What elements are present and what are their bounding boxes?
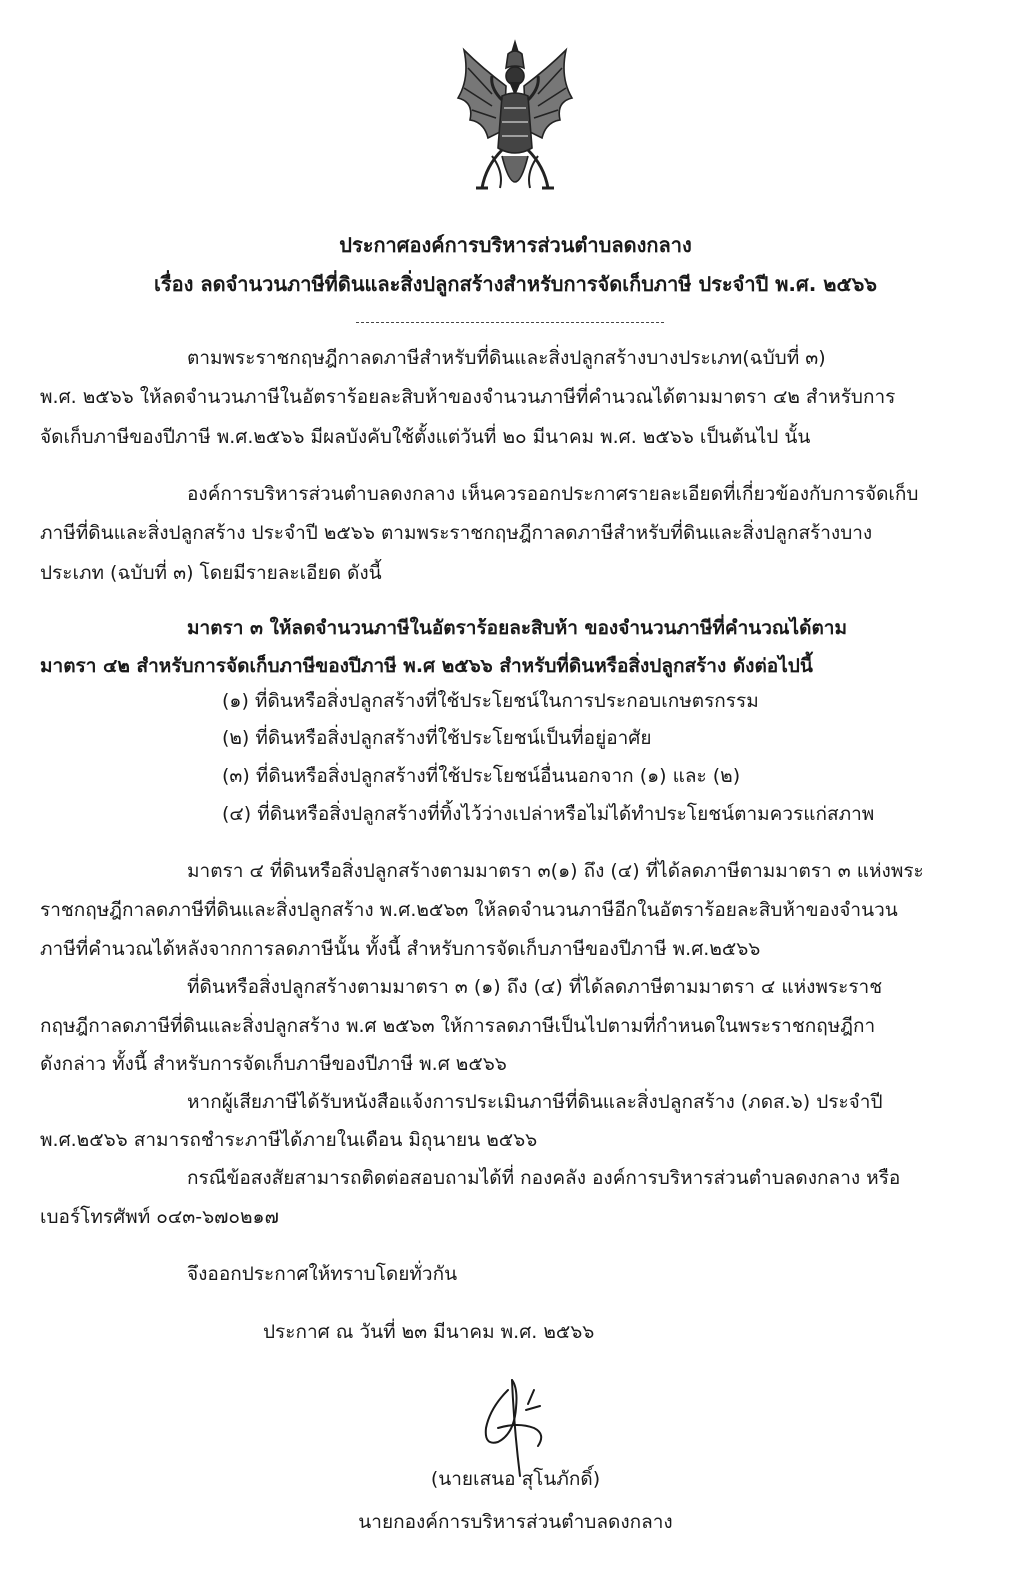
paragraph-1-line-3: จัดเก็บภาษีของปีภาษี พ.ศ.๒๕๖๖ มีผลบังคับใช้ตั้งแต่วันที่ ๒๐ มีนาคม พ.ศ. ๒๕๖๖ เป็นต้นไป นั้น [40, 426, 811, 448]
title-divider [356, 322, 664, 323]
signer-name: (นายเสนอ สุโนภักดิ์) [430, 1468, 601, 1490]
announcement-title: ประกาศองค์การบริหารส่วนตำบลดงกลาง [339, 233, 692, 257]
list-item-3: (๓) ที่ดินหรือสิ่งปลูกสร้างที่ใช้ประโยชน์อื่นนอกจาก (๑) และ (๒) [222, 765, 741, 787]
paragraph-5-line-3: ดังกล่าว ทั้งนี้ สำหรับการจัดเก็บภาษีของปีภาษี พ.ศ ๒๕๖๖ [40, 1053, 507, 1075]
paragraph-7-line-2: เบอร์โทรศัพท์ ๐๔๓-๖๗๐๒๑๗ [40, 1206, 279, 1228]
signature-icon [468, 1368, 568, 1478]
announcement-date: ประกาศ ณ วันที่ ๒๓ มีนาคม พ.ศ. ๒๕๖๖ [263, 1321, 595, 1343]
list-item-2: (๒) ที่ดินหรือสิ่งปลูกสร้างที่ใช้ประโยชน์เป็นที่อยู่อาศัย [222, 727, 652, 749]
paragraph-2-line-1: องค์การบริหารส่วนตำบลดงกลาง เห็นควรออกประกาศรายละเอียดที่เกี่ยวข้องกับการจัดเก็บ [187, 483, 919, 505]
signer-position: นายกองค์การบริหารส่วนตำบลดงกลาง [358, 1511, 673, 1533]
garuda-emblem-icon [452, 38, 578, 210]
list-item-1: (๑) ที่ดินหรือสิ่งปลูกสร้างที่ใช้ประโยชน์ในการประกอบเกษตรกรรม [222, 690, 759, 712]
section-4-line-1: มาตรา ๔ ที่ดินหรือสิ่งปลูกสร้างตามมาตรา ๓(๑) ถึง (๔) ที่ได้ลดภาษีตามมาตรา ๓ แห่งพระ [187, 860, 924, 882]
paragraph-1-line-1: ตามพระราชกฤษฎีกาลดภาษีสำหรับที่ดินและสิ่งปลูกสร้างบางประเภท(ฉบับที่ ๓) [187, 347, 826, 369]
paragraph-5-line-2: กฤษฎีกาลดภาษีที่ดินและสิ่งปลูกสร้าง พ.ศ ๒๕๖๓ ให้การลดภาษีเป็นไปตามที่กำหนดในพระราชกฤษฎีกา [40, 1015, 876, 1037]
section-4-line-2: ราชกฤษฎีกาลดภาษีที่ดินและสิ่งปลูกสร้าง พ.ศ.๒๕๖๓ ให้ลดจำนวนภาษีอีกในอัตราร้อยละสิบห้าของจำนวน [40, 899, 898, 921]
paragraph-6-line-2: พ.ศ.๒๕๖๖ สามารถชำระภาษีได้ภายในเดือน มิถุนายน ๒๕๖๖ [40, 1129, 538, 1151]
paragraph-2-line-3: ประเภท (ฉบับที่ ๓) โดยมีรายละเอียด ดังนี้ [40, 562, 382, 584]
paragraph-2-line-2: ภาษีที่ดินและสิ่งปลูกสร้าง ประจำปี ๒๕๖๖ ตามพระราชกฤษฎีกาลดภาษีสำหรับที่ดินและสิ่งปลูกสร้างบาง [40, 522, 873, 544]
closing-statement: จึงออกประกาศให้ทราบโดยทั่วกัน [187, 1263, 458, 1285]
list-item-4: (๔) ที่ดินหรือสิ่งปลูกสร้างที่ทิ้งไว้ว่างเปล่าหรือไม่ได้ทำประโยชน์ตามควรแก่สภาพ [222, 803, 875, 825]
paragraph-5-line-1: ที่ดินหรือสิ่งปลูกสร้างตามมาตรา ๓ (๑) ถึง (๔) ที่ได้ลดภาษีตามมาตรา ๔ แห่งพระราช [187, 976, 883, 998]
announcement-subject: เรื่อง ลดจำนวนภาษีที่ดินและสิ่งปลูกสร้างสำหรับการจัดเก็บภาษี ประจำปี พ.ศ. ๒๕๖๖ [154, 272, 877, 296]
paragraph-7-line-1: กรณีข้อสงสัยสามารถติดต่อสอบถามได้ที่ กองคลัง องค์การบริหารส่วนตำบลดงกลาง หรือ [187, 1167, 901, 1189]
section-3-line-1: มาตรา ๓ ให้ลดจำนวนภาษีในอัตราร้อยละสิบห้า ของจำนวนภาษีที่คำนวณได้ตาม [187, 617, 847, 639]
section-4-line-3: ภาษีที่คำนวณได้หลังจากการลดภาษีนั้น ทั้งนี้ สำหรับการจัดเก็บภาษีของปีภาษี พ.ศ.๒๕๖๖ [40, 938, 761, 960]
paragraph-1-line-2: พ.ศ. ๒๕๖๖ ให้ลดจำนวนภาษีในอัตราร้อยละสิบห้าของจำนวนภาษีที่คำนวณได้ตามมาตรา ๔๒ สำหรับการ [40, 386, 896, 408]
paragraph-6-line-1: หากผู้เสียภาษีได้รับหนังสือแจ้งการประเมินภาษีที่ดินและสิ่งปลูกสร้าง (ภดส.๖) ประจำปี [187, 1091, 883, 1113]
section-3-line-2: มาตรา ๔๒ สำหรับการจัดเก็บภาษีของปีภาษี พ.ศ ๒๕๖๖ สำหรับที่ดินหรือสิ่งปลูกสร้าง ดังต่อไปนี้ [40, 655, 813, 677]
